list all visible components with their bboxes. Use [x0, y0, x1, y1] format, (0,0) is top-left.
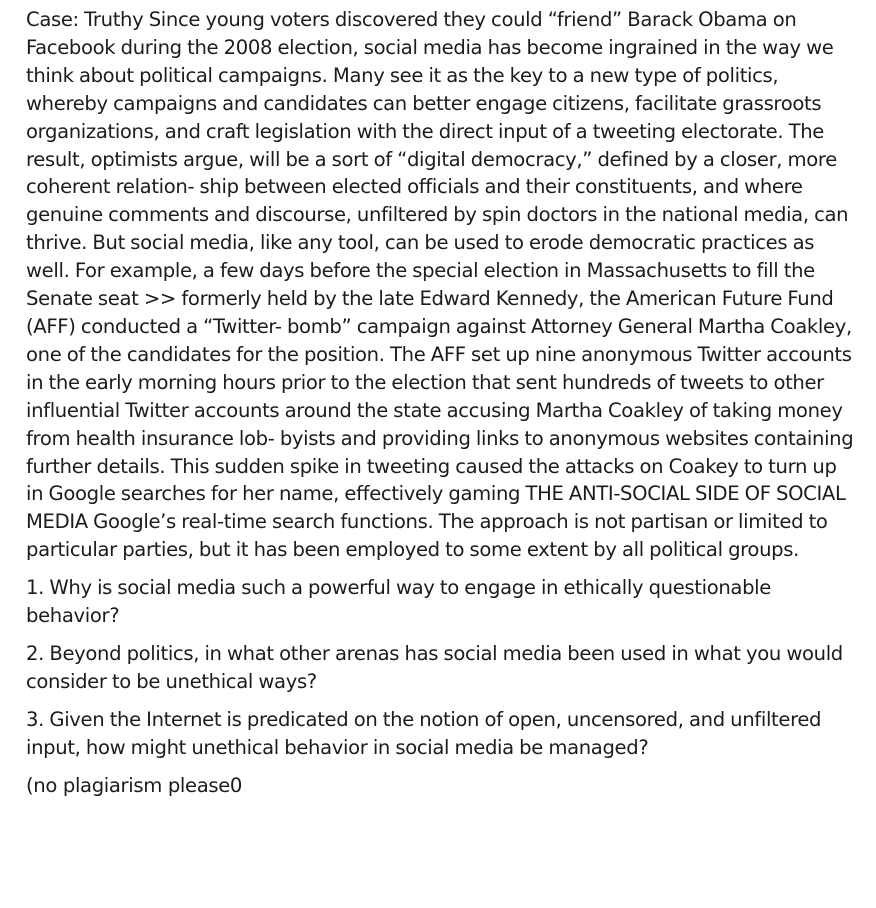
closing-note: (no plagiarism please0: [26, 773, 243, 797]
question-1: 1. Why is social media such a powerful way to engage in ethically questionable behavior?: [26, 576, 771, 628]
case-paragraph: Case: Truthy Since young voters discovered they could “friend” Barack Obama on Facebook during the 2008 election, social media has become ingrained in the way we think about political campaigns. Many see it as the key to a new type of politics, whereby campaigns and candidates can better engage citizens, facilitate grassroots organizations, and craft legislation with the direct input of a tweeting electorate. The result, optimists argue, will be a sort of “digital democracy,” defined by a closer, more coherent relation- ship between elected officials and their constituents, and where genuine comments and discourse, unfiltered by spin doctors in the national media, can thrive. But social media, like any tool, can be used to erode democratic practices as well. For example, a few days before the special election in Massachusetts to fill the Senate seat >> formerly held by the late Edward Kennedy, the American Future Fund (AFF) conducted a “Twitter- bomb” campaign against Attorney General Martha Coakley, one of the candidates for the position. The AFF set up nine anonymous Twitter accounts in the early morning hours prior to the election that sent hundreds of tweets to other influential Twitter accounts around the state accusing Martha Coakley of taking money from health insurance lob- byists and providing links to anonymous websites containing further details. This sudden spike in tweeting caused the attacks on Coakey to turn up in Google searches for her name, effectively gaming THE ANTI-SOCIAL SIDE OF SOCIAL MEDIA Google’s real-time search functions. The approach is not partisan or limited to particular parties, but it has been employed to some extent by all political groups.: [26, 8, 854, 562]
question-3: 3. Given the Internet is predicated on the notion of open, uncensored, and unfiltered input, how might unethical behavior in social media be managed?: [26, 707, 822, 759]
question-2: 2. Beyond politics, in what other arenas has social media been used in what you would consider to be unethical ways?: [26, 641, 843, 693]
